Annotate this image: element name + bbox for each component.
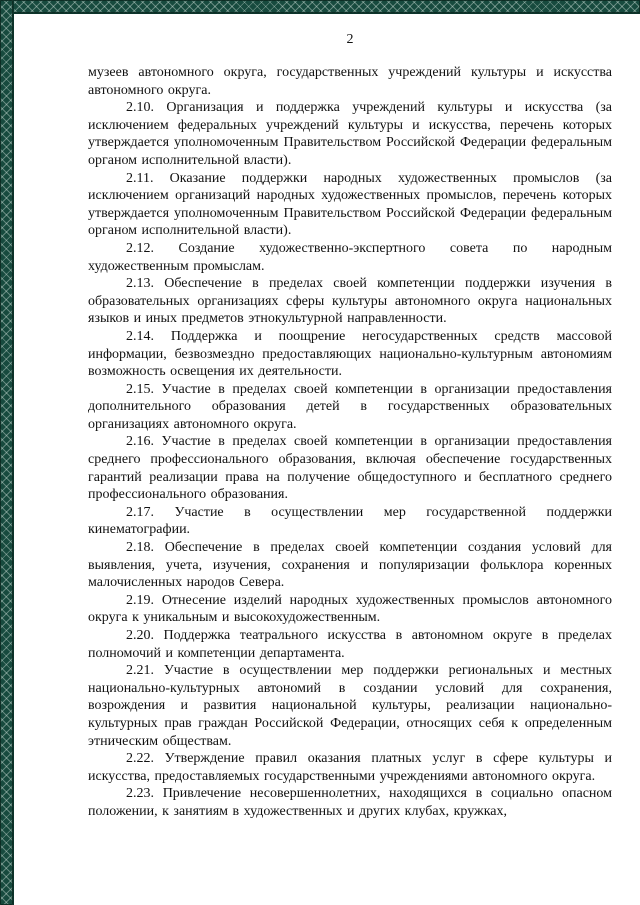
paragraph-2-14: 2.14. Поддержка и поощрение негосударственных средств массовой информации, безвозмездно предоставляющих национально-культурным автономиям возможность освещения их деятельности. [88,328,612,380]
paragraph-2-19: 2.19. Отнесение изделий народных художественных промыслов автономного округа к уникальным и высокохудожественным. [88,592,612,626]
page-number: 2 [346,32,354,47]
ornamental-border-left [0,0,14,905]
paragraph-2-10: 2.10. Организация и поддержка учреждений культуры и искусства (за исключением федеральных учреждений культуры и искусства, перечень которых утверждается уполномоченным Правительством Российской Федерации федеральным органом исполнительной власти). [88,100,612,168]
document-content [88,32,612,821]
paragraph-2-16: 2.16. Участие в пределах своей компетенции в организации предоставления среднего профессионального образования, включая обеспечение государственных гарантий реализации права на получение общедоступного и бесплатного среднего профессионального образования. [88,434,612,503]
paragraph-2-11: 2.11. Оказание поддержки народных художественных промыслов (за исключением организаций народных художественных промыслов, перечень которых утверждается уполномоченным Правительством Российской Федерации федеральным органом исполнительной власти). [88,170,612,239]
paragraph-2-21: 2.21. Участие в осуществлении мер поддержки региональных и местных национально-культурных автономий в создании условий для сохранения, возрождения и развития национальной культуры, реализации национально-культурных прав граждан Российской Федерации, относящих себя к определенным этническим обществам. [88,663,612,749]
paragraph-2-23: 2.23. Привлечение несовершеннолетних, находящихся в социально опасном положении, к занятиям в художественных и других клубах, кружках, [88,786,612,819]
paragraph-2-18: 2.18. Обеспечение в пределах своей компетенции создания условий для выявления, учета, изучения, сохранения и популяризации фольклора коренных малочисленных народов Севера. [88,540,612,591]
paragraph-2-12: 2.12. Создание художественно-экспертного совета по народным художественным промыслам. [88,240,612,274]
paragraph-continuation: музеев автономного округа, государственных учреждений культуры и искусства автономного округа. [88,65,612,98]
paragraph-2-17: 2.17. Участие в осуществлении мер государственной поддержки кинематографии. [88,504,612,538]
paragraph-2-20: 2.20. Поддержка театрального искусства в автономном округе в пределах полномочий и компетенции департамента. [88,628,612,661]
ornamental-border-top [0,0,640,14]
paragraph-2-15: 2.15. Участие в пределах своей компетенции в организации предоставления дополнительного образования детей в государственных образовательных организациях автономного округа. [88,381,612,432]
paragraph-2-13: 2.13. Обеспечение в пределах своей компетенции поддержки изучения в образовательных организациях сферы культуры автономного округа национальных языков и иных предметов этнокультурной направленности. [88,276,612,327]
paragraph-2-22: 2.22. Утверждение правил оказания платных услуг в сфере культуры и искусства, предоставляемых государственными учреждениями автономного округа. [88,751,612,784]
